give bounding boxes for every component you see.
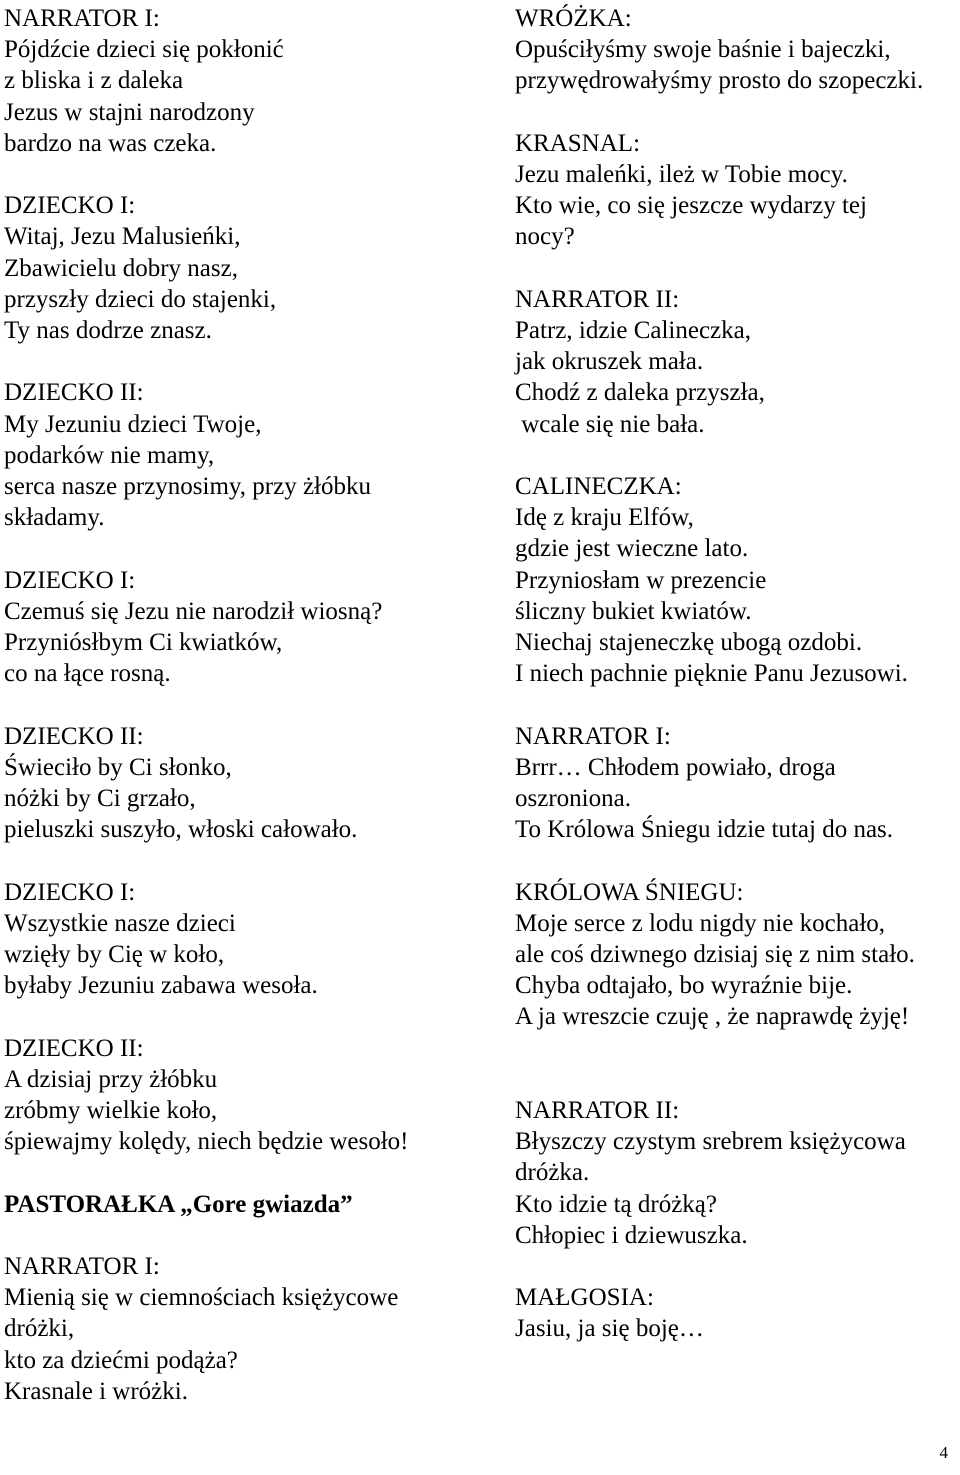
- dialogue-line: przywędrowałyśmy prosto do szopeczki.: [515, 67, 924, 95]
- right-column: [515, 3, 955, 1376]
- dialogue-block: [515, 1095, 955, 1251]
- dialogue-line: Wszystkie nasze dzieci: [4, 909, 236, 937]
- dialogue-block: [4, 190, 474, 346]
- dialogue-line: Czemuś się Jezu nie narodził wiosną?: [4, 597, 383, 625]
- dialogue-line: pieluszki suszyło, włoski całowało.: [4, 816, 358, 844]
- dialogue-line: My Jezuniu dzieci Twoje,: [4, 410, 262, 438]
- dialogue-line: Idę z kraju Elfów,: [515, 504, 694, 532]
- dialogue-block: [4, 721, 474, 846]
- dialogue-line: jak okruszek mała.: [515, 348, 704, 376]
- dialogue-line: Niechaj stajeneczkę ubogą ozdobi.: [515, 629, 863, 657]
- dialogue-line: kto za dziećmi podąża?: [4, 1346, 238, 1374]
- dialogue-line: Kto idzie tą dróżką?: [515, 1190, 717, 1218]
- dialogue-line: Jasiu, ja się boję…: [515, 1315, 704, 1343]
- left-column: [4, 3, 474, 1438]
- speaker-name: DZIECKO II:: [4, 1034, 144, 1062]
- dialogue-block: [4, 1033, 474, 1158]
- dialogue-line: Ty nas dodrze znasz.: [4, 317, 212, 345]
- dialogue-line: serca nasze przynosimy, przy żłóbku: [4, 473, 371, 501]
- dialogue-line: Moje serce z lodu nigdy nie kochało,: [515, 909, 886, 937]
- dialogue-line: Przyniósłbym Ci kwiatków,: [4, 629, 283, 657]
- dialogue-block: [515, 721, 955, 846]
- dialogue-line: gdzie jest wieczne lato.: [515, 535, 749, 563]
- dialogue-line: wzięły by Cię w koło,: [4, 941, 225, 969]
- dialogue-line: Jezus w stajni narodzony: [4, 98, 255, 126]
- dialogue-line: To Królowa Śniegu idzie tutaj do nas.: [515, 816, 894, 844]
- dialogue-line: nocy?: [515, 223, 575, 251]
- speaker-name: MAŁGOSIA:: [515, 1284, 654, 1312]
- dialogue-line: bardzo na was czeka.: [4, 129, 217, 157]
- dialogue-line: ale coś dziwnego dzisiaj się z nim stało.: [515, 941, 915, 969]
- dialogue-line: podarków nie mamy,: [4, 441, 215, 469]
- dialogue-block: [515, 284, 955, 440]
- speaker-name: KRASNAL:: [515, 129, 641, 157]
- speaker-name: CALINECZKA:: [515, 473, 682, 500]
- dialogue-line: Przyniosłam w prezencie: [515, 566, 767, 594]
- page-number: 4: [939, 1443, 948, 1462]
- speaker-name: NARRATOR I:: [4, 1253, 160, 1280]
- dialogue-line: Pójdźcie dzieci się pokłonić: [4, 36, 284, 64]
- speaker-name: WRÓŻKA:: [515, 5, 632, 32]
- dialogue-line: dróżka.: [515, 1159, 590, 1187]
- dialogue-line: Jezu maleńki, ileż w Tobie mocy.: [515, 161, 848, 188]
- speaker-name: DZIECKO I:: [4, 192, 136, 220]
- dialogue-line: zróbmy wielkie koło,: [4, 1097, 218, 1125]
- dialogue-block: [4, 565, 474, 690]
- dialogue-line: Mienią się w ciemnościach księżycowe: [4, 1284, 399, 1312]
- dialogue-line: Brrr… Chłodem powiało, droga: [515, 753, 836, 781]
- dialogue-block: [4, 3, 474, 159]
- dialogue-line: A ja wreszcie czuję , że naprawdę żyję!: [515, 1003, 910, 1031]
- speaker-name: NARRATOR I:: [4, 5, 160, 32]
- dialogue-line: Świeciło by Ci słonko,: [4, 753, 232, 781]
- dialogue-line: oszroniona.: [515, 785, 631, 813]
- dialogue-block: [4, 1251, 474, 1407]
- dialogue-block: [515, 128, 955, 253]
- dialogue-block: [515, 877, 955, 1033]
- dialogue-line: Witaj, Jezu Malusieńki,: [4, 223, 241, 251]
- dialogue-line: Krasnale i wróżki.: [4, 1377, 188, 1405]
- dialogue-line: Chodź z daleka przyszła,: [515, 379, 765, 407]
- section-heading: PASTORAŁKA „Gore gwiazda”: [4, 1190, 353, 1218]
- dialogue-line: wcale się nie bała.: [515, 410, 705, 438]
- speaker-name: NARRATOR II:: [515, 285, 680, 313]
- dialogue-line: nóżki by Ci grzało,: [4, 785, 196, 813]
- dialogue-block: [4, 377, 474, 533]
- dialogue-line: dróżki,: [4, 1315, 75, 1343]
- dialogue-line: śliczny bukiet kwiatów.: [515, 597, 752, 625]
- speaker-name: DZIECKO I:: [4, 566, 136, 594]
- dialogue-line: z bliska i z daleka: [4, 67, 184, 95]
- dialogue-line: Zbawicielu dobry nasz,: [4, 254, 238, 282]
- speaker-name: NARRATOR II:: [515, 1097, 680, 1125]
- dialogue-line: I niech pachnie pięknie Panu Jezusowi.: [515, 660, 908, 688]
- section-heading-block: [4, 1189, 474, 1220]
- dialogue-line: byłaby Jezuniu zabawa wesoła.: [4, 972, 318, 1000]
- speaker-name: KRÓLOWA ŚNIEGU:: [515, 878, 744, 906]
- dialogue-block: [515, 1282, 955, 1344]
- dialogue-line: Kto wie, co się jeszcze wydarzy tej: [515, 192, 867, 220]
- speaker-name: DZIECKO II:: [4, 379, 144, 407]
- dialogue-line: Chłopiec i dziewuszka.: [515, 1221, 748, 1249]
- speaker-name: DZIECKO II:: [4, 722, 144, 750]
- dialogue-line: A dzisiaj przy żłóbku: [4, 1065, 218, 1093]
- dialogue-line: przyszły dzieci do stajenki,: [4, 285, 277, 313]
- dialogue-line: co na łące rosną.: [4, 660, 171, 688]
- dialogue-line: Chyba odtajało, bo wyraźnie bije.: [515, 972, 853, 1000]
- dialogue-line: składamy.: [4, 504, 105, 532]
- dialogue-line: Opuściłyśmy swoje baśnie i bajeczki,: [515, 36, 891, 64]
- speaker-name: DZIECKO I:: [4, 878, 136, 906]
- speaker-name: NARRATOR I:: [515, 722, 671, 750]
- dialogue-line: Błyszczy czystym srebrem księżycowa: [515, 1128, 906, 1156]
- dialogue-line: Patrz, idzie Calineczka,: [515, 317, 751, 344]
- dialogue-line: śpiewajmy kolędy, niech będzie wesoło!: [4, 1128, 409, 1156]
- dialogue-block: [4, 877, 474, 1002]
- dialogue-block: [515, 3, 955, 97]
- dialogue-block: [515, 471, 955, 689]
